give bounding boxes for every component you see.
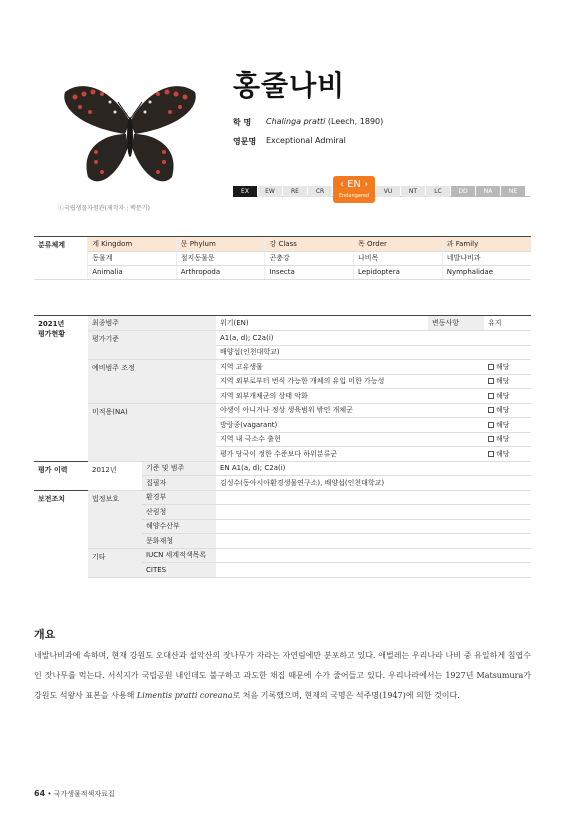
na-item: 평가 당국이 정한 수준보다 하위분류군 (216, 447, 484, 462)
legal-protection-label: 법정보호 (88, 490, 142, 548)
taxonomy-header: 과 Family (442, 237, 531, 251)
checkbox[interactable] (488, 422, 494, 428)
category-vu: VU (376, 186, 400, 197)
category-ne: NE (501, 186, 525, 197)
history-criteria-label: 기준 및 범주 (142, 461, 216, 476)
taxonomy-latin: Insecta (265, 265, 354, 279)
other-label: 기타 (88, 548, 142, 577)
history-author-label: 집필자 (142, 476, 216, 491)
taxonomy-korean: 네발나비과 (442, 251, 531, 265)
conservation-section-label: 보전조치 (34, 490, 88, 577)
scientific-name: Chalinga pratti (266, 117, 326, 126)
regional-item: 지역 고유생물 (216, 360, 484, 375)
other-item: IUCN 세계적색목록 (142, 548, 216, 563)
check-item[interactable]: 해당 (484, 389, 531, 404)
regional-item: 지역 외부로부터 번식 가능한 개체의 유입 미한 가능성 (216, 374, 484, 389)
regional-adjust-label: 예비범주 조정 (88, 360, 216, 404)
scientific-author: (Leech, 1890) (327, 117, 384, 126)
scientific-label: 학 명 (233, 118, 252, 127)
na-item: 지역 내 극소수 출현 (216, 432, 484, 447)
taxonomy-latin: Animalia (88, 265, 177, 279)
check-item[interactable]: 해당 (484, 403, 531, 418)
taxonomy-section-label: 분류체계 (34, 237, 88, 279)
assessor-value: 배양섭(인천대학교) (216, 345, 531, 360)
regional-item: 지역 외부개체군의 상태 악화 (216, 389, 484, 404)
overview-text: 네발나비과에 속하며, 현재 강원도 오대산과 설악산의 잣나무가 자라는 자연림에만 분포하고 있다. 애벌레는 우리나라 나비 중 유일하게 침엽수인 잣나무를 먹는다. 서식지가 국립공원 내인데도 불구하고 과도한 채집 때문에 수가 줄어들고 있다. 우리나라에서는 1927년 Matsumura가 강원도 석왕사 표본을 사용해 Limentis pratti coreana로 처음 기록했으며, 현재의 국명은 석주명(1947)에 의한 것이다. (34, 651, 531, 700)
taxonomy-header: 계 Kingdom (88, 237, 177, 251)
taxonomy-header: 목 Order (354, 237, 443, 251)
other-item: CITES (142, 563, 216, 578)
category-lc: LC (426, 186, 450, 197)
na-item: 방랑종(vagarant) (216, 418, 484, 433)
na-item: 야생이 아니거나 정상 생육범위 밖인 개체군 (216, 403, 484, 418)
final-category-value: 위기(EN) (216, 316, 428, 331)
taxonomy-header: 문 Phylum (176, 237, 265, 251)
history-section-label: 평가 이력 (34, 461, 88, 490)
taxonomy-korean: 곤충강 (265, 251, 354, 265)
category-ew: EW (258, 186, 282, 197)
checkbox[interactable] (488, 436, 494, 442)
check-item[interactable]: 해당 (484, 360, 531, 375)
legal-item-value (216, 505, 531, 520)
evaluation-section-label: 2021년 평가현황 (38, 320, 66, 338)
category-ex: EX (233, 186, 257, 197)
category-cr: CR (308, 186, 332, 197)
english-name-row (233, 136, 346, 147)
page-footer: 64 • 국가생물적색자료집 (34, 789, 115, 798)
taxonomy-korean: 나비목 (354, 251, 443, 265)
photo-credit: ⓒ국립생물자원관(제작자 : 백문기) (58, 205, 150, 212)
taxonomy-korean: 절지동물문 (176, 251, 265, 265)
legal-item-value (216, 534, 531, 549)
species-title: 홍줄나비 (233, 69, 346, 102)
legal-item-value (216, 490, 531, 505)
final-category-label: 최종범주 (88, 316, 216, 331)
butterfly-photo (60, 72, 200, 190)
english-label: 영문명 (233, 137, 257, 146)
change-label: 변동사항 (428, 316, 484, 331)
category-na: NA (476, 186, 500, 197)
evaluation-table (34, 316, 531, 578)
taxonomy-latin: Arthropoda (176, 265, 265, 279)
taxonomy-latin: Nymphalidae (442, 265, 531, 279)
category-nt: NT (401, 186, 425, 197)
checkbox[interactable] (488, 407, 494, 413)
legal-item: 해양수산부 (142, 519, 216, 534)
selected-category-label: Endangered (338, 193, 370, 199)
page-number: 64 (34, 789, 46, 798)
history-author-value: 김성수(동아시아환경생물연구소), 배양섭(인천대학교) (216, 476, 531, 491)
legal-item-value (216, 519, 531, 534)
criteria-value: A1(a, d); C2a(i) (216, 331, 531, 346)
legal-item: 문화재청 (142, 534, 216, 549)
check-item[interactable]: 해당 (484, 432, 531, 447)
other-item-value (216, 548, 531, 563)
taxonomy-header: 강 Class (265, 237, 354, 251)
book-title: 국가생물적색자료집 (53, 790, 115, 798)
category-en-selected: ‹ EN › Endangered (333, 186, 375, 197)
taxonomy-latin: Lepidoptera (354, 265, 443, 279)
english-name: Exceptional Admiral (266, 136, 346, 145)
taxonomy-korean: 동물계 (88, 251, 177, 265)
checkbox[interactable] (488, 364, 494, 370)
taxonomy-table (34, 237, 531, 280)
check-item[interactable]: 해당 (484, 447, 531, 462)
overview-title: 개요 (34, 628, 56, 641)
old-scientific-name: Limentis pratti coreana (136, 691, 233, 700)
category-dd: DD (451, 186, 475, 197)
na-label: 미적용(NA) (88, 403, 216, 461)
check-item[interactable]: 해당 (484, 374, 531, 389)
scientific-name-row (233, 117, 383, 128)
history-year: 2012년 (88, 461, 142, 490)
selected-category-code: EN (347, 179, 361, 190)
criteria-label: 평가기준 (88, 331, 216, 360)
category-re: RE (283, 186, 307, 197)
checkbox[interactable] (488, 451, 494, 457)
legal-item: 환경부 (142, 490, 216, 505)
checkbox[interactable] (488, 393, 494, 399)
check-item[interactable]: 해당 (484, 418, 531, 433)
checkbox[interactable] (488, 378, 494, 384)
other-item-value (216, 563, 531, 578)
change-value: 유지 (484, 316, 531, 331)
history-criteria-value: EN A1(a, d); C2a(i) (216, 461, 531, 476)
iucn-category-bar (233, 179, 526, 199)
legal-item: 산림청 (142, 505, 216, 520)
